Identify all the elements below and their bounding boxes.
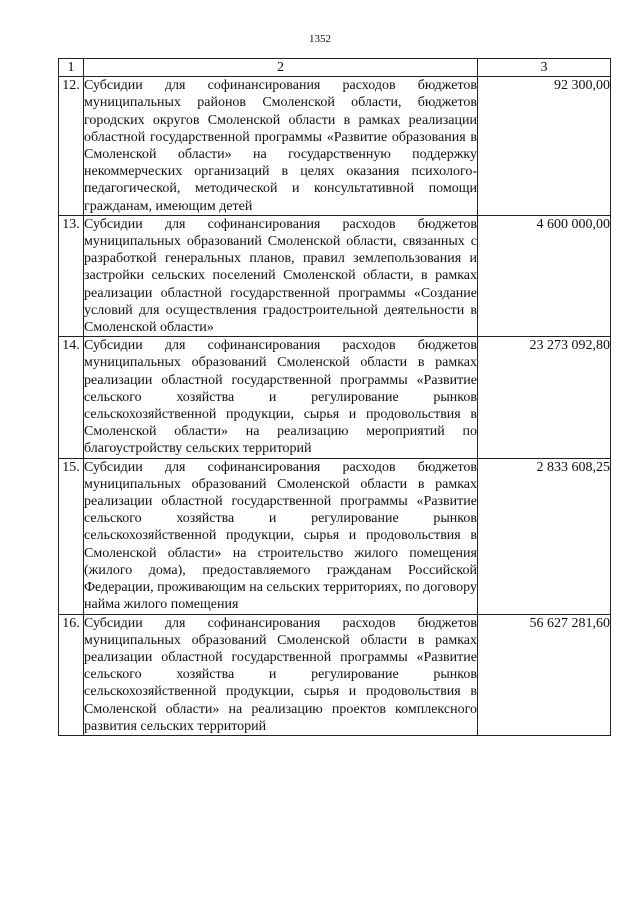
table-header-row <box>59 59 611 77</box>
row-number: 14. <box>59 337 84 458</box>
column-header-3: 3 <box>478 59 611 77</box>
row-number: 15. <box>59 458 84 614</box>
row-description: Субсидии для софинансирования расходов бюджетов муниципальных образований Смоленской области, связанных с разработкой генеральных планов, правил землепользования и застройки сельских поселений Смоленской области, в рамках реализации областной государственной программы «Создание условий для осуществления градостроительной деятельности в Смоленской области» <box>84 216 477 336</box>
row-number: 13. <box>59 215 84 336</box>
row-amount: 56 627 281,60 <box>478 614 611 735</box>
column-header-2: 2 <box>84 59 478 77</box>
row-description: Субсидии для софинансирования расходов бюджетов муниципальных районов Смоленской области, бюджетов городских округов Смоленской области в рамках реализации областной государственной программы «Развитие образования в Смоленской области» на государственную поддержку некоммерческих организаций в целях оказания психолого-педагогической, методической и консультативной помощи гражданам, имеющим детей <box>84 78 477 214</box>
row-description: Субсидии для софинансирования расходов бюджетов муниципальных образований Смоленской области в рамках реализации областной государственной программы «Развитие сельского хозяйства и регулирование рынков сельскохозяйственной продукции, сырья и продовольствия в Смоленской области» на реализацию проектов комплексного развития сельских территорий <box>84 615 477 734</box>
row-description: Субсидии для софинансирования расходов бюджетов муниципальных образований Смоленской области в рамках реализации областной государственной программы «Развитие сельского хозяйства и регулирование рынков сельскохозяйственной продукции, сырья и продовольствия в Смоленской области» на реализацию мероприятий по благоустройству сельских территорий <box>84 338 477 457</box>
table-row <box>59 458 611 614</box>
row-amount: 4 600 000,00 <box>478 215 611 336</box>
row-description: Субсидии для софинансирования расходов бюджетов муниципальных образований Смоленской области в рамках реализации областной государственной программы «Развитие сельского хозяйства и регулирование рынков сельскохозяйственной продукции, сырья и продовольствия в Смоленской области» на строительство жилого помещения (жилого дома), предоставляемого гражданам Российской Федерации, проживающим на сельских территориях, по договору найма жилого помещения <box>84 459 477 613</box>
table-row <box>59 215 611 336</box>
table-row <box>59 614 611 735</box>
row-amount: 2 833 608,25 <box>478 458 611 614</box>
table-row <box>59 77 611 216</box>
column-header-1: 1 <box>59 59 84 77</box>
row-amount: 23 273 092,80 <box>478 337 611 458</box>
subsidies-table <box>58 58 611 736</box>
row-number: 12. <box>59 77 84 216</box>
table-row <box>59 337 611 458</box>
row-amount: 92 300,00 <box>478 77 611 216</box>
row-number: 16. <box>59 614 84 735</box>
page-number: 1352 <box>309 33 331 45</box>
